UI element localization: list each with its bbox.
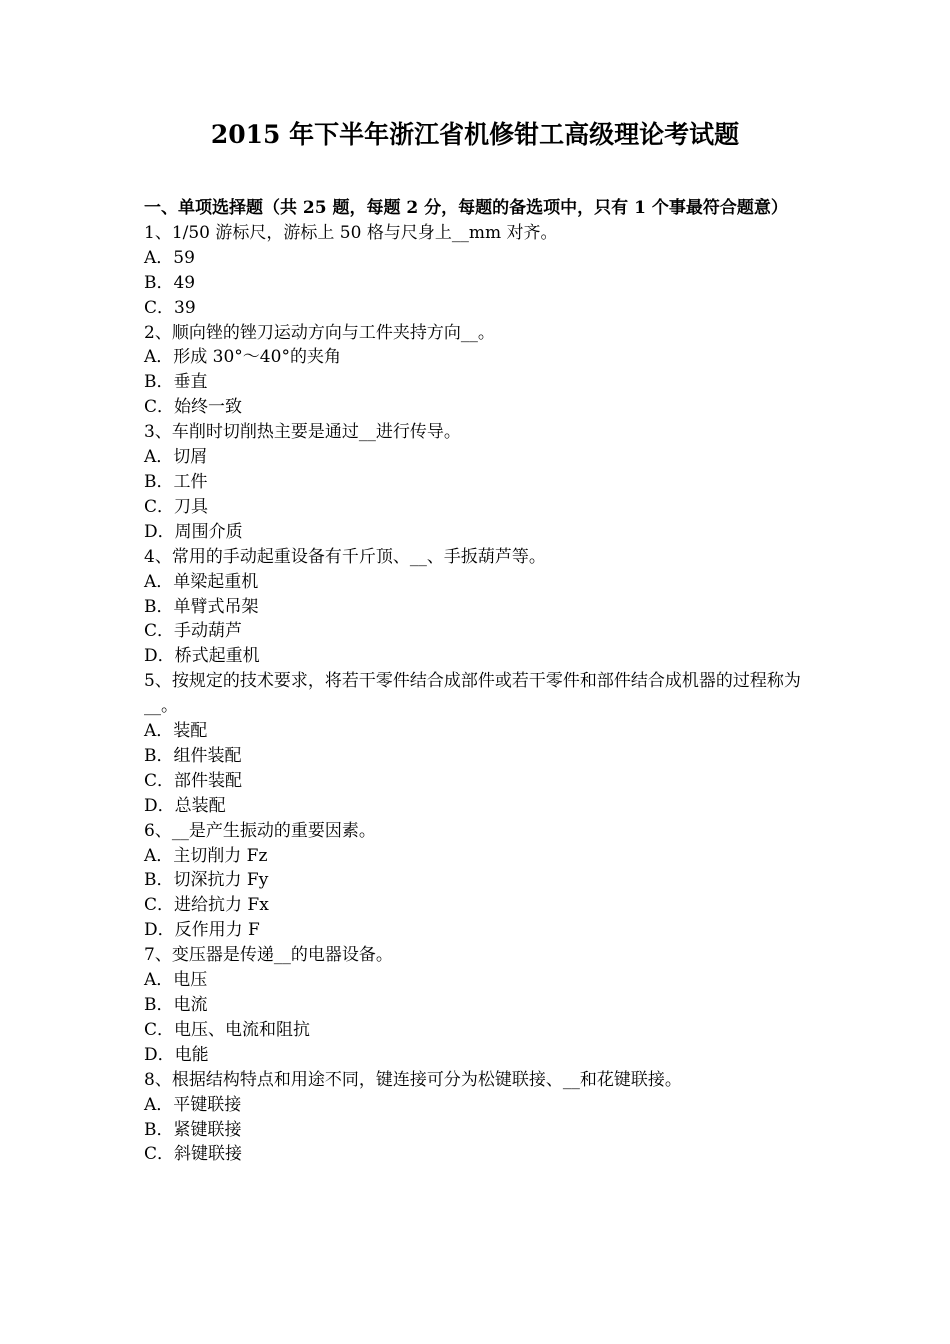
answer-option: C．刀具 — [144, 496, 209, 517]
question-block — [144, 545, 816, 670]
question-block — [144, 221, 816, 321]
question-stem: 4、常用的手动起重设备有千斤顶、__、手扳葫芦等。 — [144, 546, 546, 567]
question-stem: 1、1/50 游标尺，游标上 50 格与尺身上__mm 对齐。 — [144, 222, 558, 243]
answer-option: B．切深抗力 Fy — [144, 870, 269, 891]
answer-option: B．单臂式吊架 — [144, 596, 259, 617]
answer-option: A．单梁起重机 — [144, 571, 259, 592]
answer-option: B．49 — [144, 272, 196, 293]
question-stem: 3、车削时切削热主要是通过__进行传导。 — [144, 422, 461, 443]
question-list — [144, 221, 816, 1167]
question-stem: 7、变压器是传递__的电器设备。 — [144, 945, 393, 966]
answer-option: A．主切削力 Fz — [144, 845, 268, 866]
answer-option: B．电流 — [144, 995, 208, 1015]
answer-option: D．周围介质 — [144, 521, 243, 542]
answer-option: A．形成 30°～40°的夹角 — [144, 347, 341, 368]
answer-option: B．工件 — [144, 471, 208, 492]
answer-option: A．电压 — [144, 970, 208, 991]
question-block — [144, 1068, 816, 1168]
question-block — [144, 943, 816, 1068]
answer-option: D．反作用力 F — [144, 920, 260, 941]
question-stem: 2、顺向锉的锉刀运动方向与工件夹持方向__。 — [144, 322, 495, 343]
answer-option: C．部件装配 — [144, 770, 243, 791]
answer-option: B．垂直 — [144, 372, 208, 393]
answer-option: A．切屑 — [144, 447, 208, 468]
question-block — [144, 669, 816, 818]
answer-option: C．电压、电流和阻抗 — [144, 1019, 311, 1040]
answer-option: B．组件装配 — [144, 745, 242, 766]
answer-option: C．手动葫芦 — [144, 621, 243, 642]
answer-option: B．紧键联接 — [144, 1119, 242, 1140]
question-stem: 5、按规定的技术要求，将若干零件结合成部件或若干零件和部件结合成机器的过程称为__。 — [144, 671, 801, 717]
answer-option: C．斜键联接 — [144, 1144, 243, 1165]
question-block — [144, 321, 816, 421]
answer-option: D．总装配 — [144, 795, 226, 816]
page-title: 2015 年下半年浙江省机修钳工高级理论考试题 — [210, 120, 740, 149]
exam-content — [144, 196, 816, 1167]
answer-option: C．始终一致 — [144, 397, 243, 418]
answer-option: C．进给抗力 Fx — [144, 895, 269, 916]
answer-option: A．平键联接 — [144, 1094, 242, 1115]
answer-option: D．桥式起重机 — [144, 646, 260, 667]
section-heading: 一、单项选择题（共 25 题，每题 2 分，每题的备选项中，只有 1 个事最符合题意） — [144, 198, 788, 218]
answer-option: A．装配 — [144, 721, 208, 742]
question-stem: 6、__是产生振动的重要因素。 — [144, 820, 376, 841]
question-block — [144, 819, 816, 944]
question-block — [144, 420, 816, 545]
answer-option: D．电能 — [144, 1044, 209, 1065]
question-stem: 8、根据结构特点和用途不同，键连接可分为松键联接、__和花键联接。 — [144, 1069, 682, 1090]
answer-option: A．59 — [144, 247, 195, 268]
answer-option: C．39 — [144, 297, 196, 318]
